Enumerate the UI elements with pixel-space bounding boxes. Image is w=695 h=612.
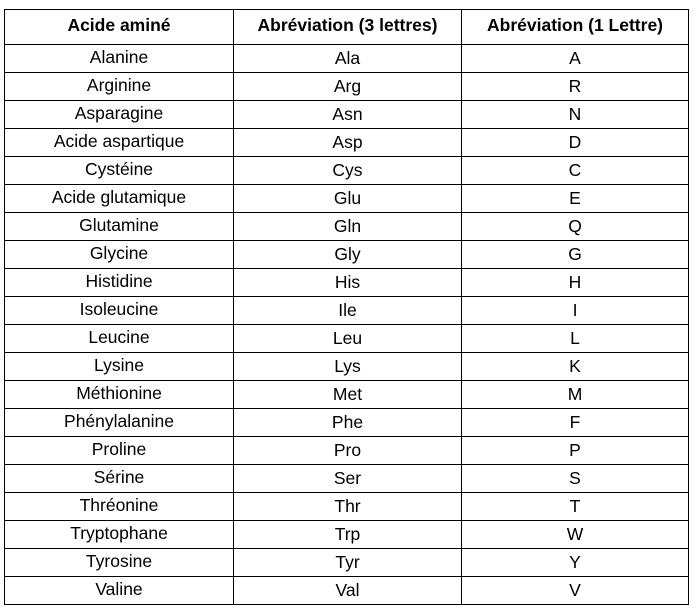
three-letter-code-cell: Met — [234, 381, 462, 409]
three-letter-code-cell: Ile — [234, 297, 462, 325]
amino-acid-table — [4, 9, 689, 605]
three-letter-code-cell: Tyr — [234, 549, 462, 577]
table-row — [5, 45, 689, 73]
three-letter-code-cell: Arg — [234, 73, 462, 101]
table-row — [5, 101, 689, 129]
amino-acid-name-cell: Sérine — [5, 465, 234, 493]
table-row — [5, 465, 689, 493]
amino-acid-name-cell: Thréonine — [5, 493, 234, 521]
one-letter-code-cell: T — [462, 493, 689, 521]
three-letter-code-cell: Ala — [234, 45, 462, 73]
one-letter-code-cell: M — [462, 381, 689, 409]
three-letter-code-cell: Asn — [234, 101, 462, 129]
one-letter-code-cell: I — [462, 297, 689, 325]
table-row — [5, 241, 689, 269]
one-letter-code-cell: V — [462, 577, 689, 605]
one-letter-code-cell: D — [462, 129, 689, 157]
amino-acid-name-cell: Méthionine — [5, 381, 234, 409]
table-row — [5, 437, 689, 465]
table-row — [5, 577, 689, 605]
table-row — [5, 269, 689, 297]
one-letter-code-cell: H — [462, 269, 689, 297]
amino-acid-name-cell: Phénylalanine — [5, 409, 234, 437]
three-letter-code-cell: Glu — [234, 185, 462, 213]
one-letter-code-cell: K — [462, 353, 689, 381]
one-letter-code-cell: F — [462, 409, 689, 437]
one-letter-code-cell: P — [462, 437, 689, 465]
table-row — [5, 549, 689, 577]
one-letter-code-cell: L — [462, 325, 689, 353]
amino-acid-name-cell: Leucine — [5, 325, 234, 353]
amino-acid-name-cell: Tyrosine — [5, 549, 234, 577]
header-one-letter: Abréviation (1 Lettre) — [462, 10, 689, 45]
three-letter-code-cell: Lys — [234, 353, 462, 381]
one-letter-code-cell: Y — [462, 549, 689, 577]
one-letter-code-cell: Q — [462, 213, 689, 241]
three-letter-code-cell: His — [234, 269, 462, 297]
three-letter-code-cell: Gln — [234, 213, 462, 241]
table-row — [5, 185, 689, 213]
one-letter-code-cell: N — [462, 101, 689, 129]
amino-acid-name-cell: Asparagine — [5, 101, 234, 129]
table-row — [5, 213, 689, 241]
one-letter-code-cell: G — [462, 241, 689, 269]
table-row — [5, 73, 689, 101]
three-letter-code-cell: Cys — [234, 157, 462, 185]
table-header — [5, 10, 689, 45]
table-row — [5, 325, 689, 353]
table-row — [5, 297, 689, 325]
amino-acid-name-cell: Histidine — [5, 269, 234, 297]
table-row — [5, 493, 689, 521]
three-letter-code-cell: Val — [234, 577, 462, 605]
table-row — [5, 381, 689, 409]
one-letter-code-cell: A — [462, 45, 689, 73]
amino-acid-name-cell: Proline — [5, 437, 234, 465]
amino-acid-name-cell: Valine — [5, 577, 234, 605]
three-letter-code-cell: Pro — [234, 437, 462, 465]
one-letter-code-cell: W — [462, 521, 689, 549]
one-letter-code-cell: S — [462, 465, 689, 493]
amino-acid-name-cell: Acide glutamique — [5, 185, 234, 213]
three-letter-code-cell: Asp — [234, 129, 462, 157]
one-letter-code-cell: E — [462, 185, 689, 213]
three-letter-code-cell: Phe — [234, 409, 462, 437]
three-letter-code-cell: Trp — [234, 521, 462, 549]
amino-acid-name-cell: Lysine — [5, 353, 234, 381]
table-row — [5, 409, 689, 437]
amino-acid-name-cell: Glutamine — [5, 213, 234, 241]
table-row — [5, 521, 689, 549]
amino-acid-name-cell: Isoleucine — [5, 297, 234, 325]
amino-acid-name-cell: Acide aspartique — [5, 129, 234, 157]
amino-acid-name-cell: Arginine — [5, 73, 234, 101]
three-letter-code-cell: Thr — [234, 493, 462, 521]
header-three-letter: Abréviation (3 lettres) — [234, 10, 462, 45]
one-letter-code-cell: C — [462, 157, 689, 185]
amino-acid-name-cell: Tryptophane — [5, 521, 234, 549]
one-letter-code-cell: R — [462, 73, 689, 101]
table-row — [5, 157, 689, 185]
table-body — [5, 45, 689, 605]
three-letter-code-cell: Leu — [234, 325, 462, 353]
amino-acid-name-cell: Glycine — [5, 241, 234, 269]
table-row — [5, 129, 689, 157]
header-row — [5, 10, 689, 45]
three-letter-code-cell: Gly — [234, 241, 462, 269]
amino-acid-name-cell: Cystéine — [5, 157, 234, 185]
amino-acid-name-cell: Alanine — [5, 45, 234, 73]
header-amino-acid: Acide aminé — [5, 10, 234, 45]
three-letter-code-cell: Ser — [234, 465, 462, 493]
table-row — [5, 353, 689, 381]
